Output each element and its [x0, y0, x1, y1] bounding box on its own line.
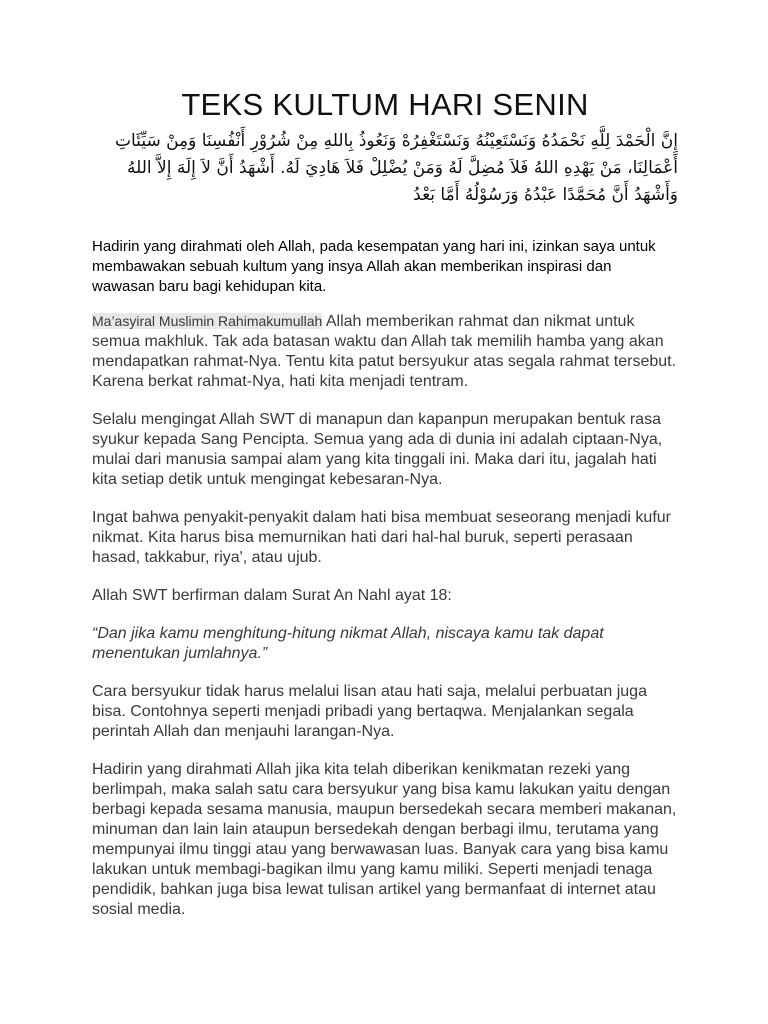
paragraph-rahmat-text: Allah memberikan rahmat dan nikmat untuk semua makhluk. Tak ada batasan waktu dan Allah tak memilih hamba yang akan mendapatkan rahmat-Nya. Tentu kita patut bersyukur atas segala rahmat tersebut. Karena berkat rahmat-Nya, hati kita menjadi tentram.	[92, 313, 677, 390]
intro-paragraph: Hadirin yang dirahmati oleh Allah, pada kesempatan yang hari ini, izinkan saya untuk membawakan sebuah kultum yang insya Allah akan memberikan inspirasi dan wawasan baru bagi kehidupan kita.	[92, 238, 656, 295]
quote-an-nahl: “Dan jika kamu menghitung-hitung nikmat Allah, niscaya kamu tak dapat menentukan jumlahnya.”	[92, 625, 604, 662]
paragraph-penyakit-hati: Ingat bahwa penyakit-penyakit dalam hati bisa membuat seseorang menjadi kufur nikmat. Kita harus bisa memurnikan hati dari hal-hal buruk, seperti perasaan hasad, takkabur, riya', atau ujub.	[92, 509, 671, 566]
paragraph-cara-bersyukur: Cara bersyukur tidak harus melalui lisan atau hati saja, melalui perbuatan juga bisa. Contohnya seperti menjadi pribadi yang bertaqwa. Menjalankan segala perintah Allah dan menjauhi larangan-Nya.	[92, 683, 647, 740]
document-page	[92, 86, 678, 920]
paragraph-mengingat-allah: Selalu mengingat Allah SWT di manapun dan kapanpun merupakan bentuk rasa syukur kepada Sang Pencipta. Semua yang ada di dunia ini adalah ciptaan-Nya, mulai dari manusia sampai alam yang kita tinggali ini. Maka dari itu, jagalah hati kita setiap detik untuk mengingat kebesaran-Nya.	[92, 411, 663, 488]
arabic-opening-prayer: إِنَّ الْحَمْدَ لِلَّهِ نَحْمَدُهُ وَنَسْتَعِيْنُهُ وَنَسْتَغْفِرُهْ وَنَعُوذُ بِاللهِ مِنْ شُرُوْرِ أَنْفُسِنَا وَمِنْ سَيِّئَاتِ أَعْمَالِنَا، مَنْ يَهْدِهِ اللهُ فَلاَ مُضِلَّ لَهُ وَمَنْ يُضْلِلْ فَلاَ هَادِيَ لَهُ. أَشْهَدُ أَنَّ لاَ إِلَهَ إِلاَّ اللهُ وَأَشْهَدُ أَنَّ مُحَمَّدًا عَبْدُهُ وَرَسُوْلُهُ أَمَّا بَعْدُ	[115, 131, 678, 205]
highlighted-greeting: Ma’asyiral Muslimin Rahimakumullah	[92, 313, 323, 329]
paragraph-surat-reference: Allah SWT berfirman dalam Surat An Nahl ayat 18:	[92, 587, 452, 604]
paragraph-berbagi: Hadirin yang dirahmati Allah jika kita telah diberikan kenikmatan rezeki yang berlimpah, maka salah satu cara bersyukur yang bisa kamu lakukan yaitu dengan berbagi kepada sesama manusia, maupun bersedekah secara memberi makanan, minuman dan lain lain ataupun bersedekah dengan berbagi ilmu, terutama yang mempunyai ilmu tinggi atau yang berwawasan luas. Banyak cara yang bisa kamu lakukan untuk membagi-bagikan ilmu yang kamu miliki. Seperti menjadi tenaga pendidik, bahkan juga bisa lewat tulisan artikel yang bermanfaat di internet atau sosial media.	[92, 761, 677, 918]
paragraph-rahmat	[92, 311, 678, 392]
document-title: TEKS KULTUM HARI SENIN	[181, 87, 589, 122]
